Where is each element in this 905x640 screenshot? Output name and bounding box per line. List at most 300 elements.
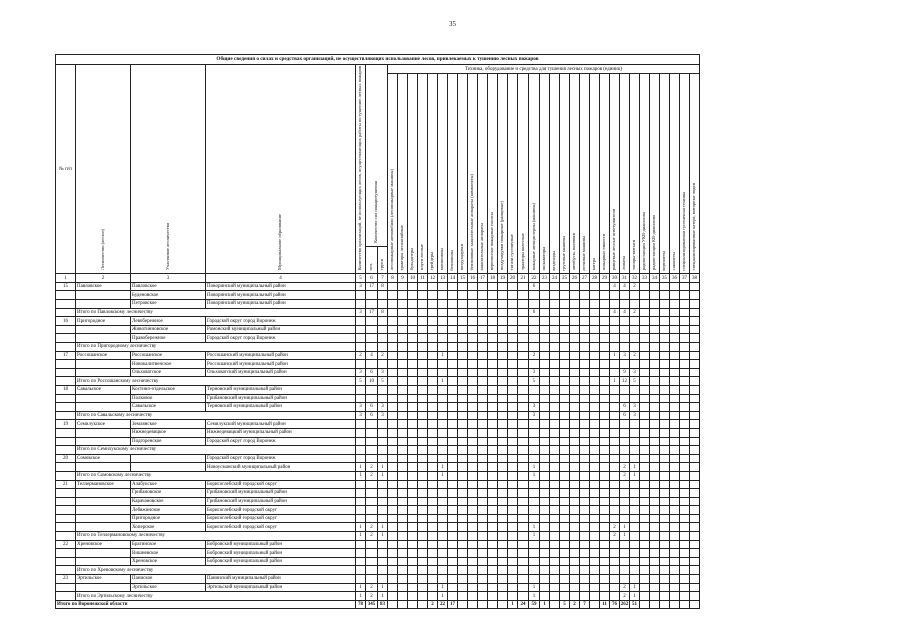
value-col-28 <box>590 506 600 515</box>
value-col-13 <box>438 480 448 489</box>
value-col-7 <box>378 557 388 566</box>
value-col-18 <box>488 540 498 549</box>
value-col-23 <box>540 557 550 566</box>
value-col-18 <box>488 291 498 300</box>
value-col-14 <box>448 446 458 455</box>
value-col-17 <box>478 360 488 369</box>
header-equipment-1 <box>388 74 398 274</box>
value-col-17 <box>478 437 488 446</box>
value-col-16 <box>468 325 478 334</box>
value-col-22 <box>529 454 540 463</box>
value-col-14 <box>448 394 458 403</box>
value-col-12 <box>428 377 438 386</box>
value-col-11 <box>418 377 428 386</box>
value-col-28 <box>590 549 600 558</box>
value-col-11 <box>418 592 428 601</box>
header-equipment-27-label: радиостанции КВ-диапазона <box>651 215 657 271</box>
value-col-32: 2 <box>630 308 640 317</box>
value-col-38 <box>690 489 700 498</box>
value-col-38 <box>690 575 700 584</box>
value-col-14 <box>448 300 458 309</box>
value-col-38 <box>690 463 700 472</box>
value-col-8 <box>388 532 398 541</box>
header-personnel-groups <box>378 247 388 274</box>
value-col-38 <box>690 300 700 309</box>
value-col-20 <box>508 523 518 532</box>
value-col-14 <box>448 566 458 575</box>
value-col-7 <box>378 497 388 506</box>
header-equipment-13-label: тягачи гусеничные <box>509 234 515 271</box>
value-col-14 <box>448 403 458 412</box>
value-col-17 <box>478 403 488 412</box>
total-col-14: 17 <box>448 600 458 609</box>
value-col-22 <box>529 480 540 489</box>
district-name: Савальское <box>131 403 206 412</box>
value-col-33 <box>640 317 650 326</box>
value-col-33 <box>640 308 650 317</box>
value-col-24 <box>550 368 560 377</box>
table-row <box>56 317 700 326</box>
value-col-20 <box>508 549 518 558</box>
column-number: 30 <box>610 274 620 283</box>
value-col-26 <box>570 566 580 575</box>
value-col-33 <box>640 514 650 523</box>
value-col-16 <box>468 566 478 575</box>
value-col-8 <box>388 592 398 601</box>
value-col-31: 6 <box>620 411 630 420</box>
value-col-17 <box>478 325 488 334</box>
value-col-26 <box>570 317 580 326</box>
value-col-8 <box>388 566 398 575</box>
total-row <box>56 600 700 609</box>
value-col-31: 6 <box>620 403 630 412</box>
value-col-35 <box>660 437 670 446</box>
value-col-16 <box>468 463 478 472</box>
value-col-32 <box>630 325 640 334</box>
value-col-12 <box>428 540 438 549</box>
value-col-22 <box>529 575 540 584</box>
forestry-name <box>76 334 131 343</box>
value-col-12 <box>428 360 438 369</box>
value-col-31: 2 <box>620 463 630 472</box>
value-col-10 <box>408 437 418 446</box>
value-col-7: 5 <box>378 377 388 386</box>
value-col-36 <box>670 351 680 360</box>
value-col-19 <box>498 394 508 403</box>
value-col-23 <box>540 523 550 532</box>
value-col-27 <box>580 446 590 455</box>
value-col-30 <box>610 557 620 566</box>
total-col-30: 76 <box>610 600 620 609</box>
value-col-21 <box>518 334 529 343</box>
value-col-29 <box>600 343 610 352</box>
value-col-30 <box>610 446 620 455</box>
value-col-29 <box>600 489 610 498</box>
value-col-6: 6 <box>366 403 378 412</box>
value-col-6 <box>366 428 378 437</box>
value-col-27 <box>580 575 590 584</box>
value-col-12 <box>428 454 438 463</box>
value-col-15 <box>458 437 468 446</box>
value-col-15 <box>458 592 468 601</box>
value-col-22: 3 <box>529 411 540 420</box>
value-col-32 <box>630 549 640 558</box>
column-number: 24 <box>550 274 560 283</box>
value-col-6 <box>366 575 378 584</box>
value-col-22: 1 <box>529 463 540 472</box>
value-col-28 <box>590 343 600 352</box>
municipality-name: Городской округ город Воронеж <box>206 437 356 446</box>
value-col-13 <box>438 566 448 575</box>
value-col-16 <box>468 360 478 369</box>
value-col-24 <box>550 471 560 480</box>
value-col-14 <box>448 480 458 489</box>
value-col-38 <box>690 549 700 558</box>
forestry-name: Хреновское <box>76 540 131 549</box>
header-equipment-16-label: экскаваторы <box>541 246 547 271</box>
row-number <box>56 463 76 472</box>
header-personnel-people <box>366 247 378 274</box>
municipality-name: Бобровский муниципальный район <box>206 557 356 566</box>
value-col-32 <box>630 420 640 429</box>
value-col-18 <box>488 575 498 584</box>
value-col-27 <box>580 385 590 394</box>
municipality-name: Городской округ город Воронеж <box>206 317 356 326</box>
row-number <box>56 557 76 566</box>
value-col-36 <box>670 557 680 566</box>
value-col-28 <box>590 300 600 309</box>
value-col-19 <box>498 368 508 377</box>
value-col-32 <box>630 360 640 369</box>
value-col-10 <box>408 489 418 498</box>
value-col-31 <box>620 454 630 463</box>
value-col-24 <box>550 480 560 489</box>
value-col-18 <box>488 549 498 558</box>
value-col-12 <box>428 420 438 429</box>
header-equipment-24 <box>620 74 630 274</box>
value-col-8 <box>388 549 398 558</box>
row-number: 21 <box>56 480 76 489</box>
header-equipment-3 <box>408 74 418 274</box>
value-col-17 <box>478 394 488 403</box>
value-col-20 <box>508 540 518 549</box>
value-col-23 <box>540 497 550 506</box>
value-col-31 <box>620 437 630 446</box>
value-col-17 <box>478 566 488 575</box>
value-col-15 <box>458 368 468 377</box>
value-col-10 <box>408 403 418 412</box>
value-col-6 <box>366 291 378 300</box>
value-col-29 <box>600 325 610 334</box>
value-col-8 <box>388 403 398 412</box>
value-col-36 <box>670 343 680 352</box>
value-col-17 <box>478 549 488 558</box>
value-col-11 <box>418 360 428 369</box>
value-col-23 <box>540 454 550 463</box>
forestry-name <box>76 325 131 334</box>
value-col-10 <box>408 463 418 472</box>
value-col-27 <box>580 317 590 326</box>
value-col-29 <box>600 540 610 549</box>
value-col-19 <box>498 471 508 480</box>
value-col-15 <box>458 463 468 472</box>
value-col-17 <box>478 282 488 291</box>
value-col-16 <box>468 557 478 566</box>
value-col-25 <box>560 592 570 601</box>
row-number <box>56 583 76 592</box>
value-col-24 <box>550 282 560 291</box>
value-col-5 <box>356 394 366 403</box>
value-col-21 <box>518 343 529 352</box>
value-col-26 <box>570 583 580 592</box>
value-col-28 <box>590 583 600 592</box>
header-equipment-31 <box>690 74 700 274</box>
header-equipment-18 <box>560 74 570 274</box>
value-col-10 <box>408 514 418 523</box>
subtotal-label: Итого по Хреновскому лесничеству <box>76 566 356 575</box>
value-col-34 <box>650 300 660 309</box>
value-col-28 <box>590 377 600 386</box>
value-col-7 <box>378 454 388 463</box>
table-row <box>56 385 700 394</box>
value-col-37 <box>680 497 690 506</box>
value-col-18 <box>488 592 498 601</box>
row-number <box>56 523 76 532</box>
value-col-37 <box>680 514 690 523</box>
value-col-13: 1 <box>438 471 448 480</box>
value-col-26 <box>570 592 580 601</box>
subtotal-label: Итого по Павловскому лесничеству <box>76 308 356 317</box>
value-col-34 <box>650 385 660 394</box>
value-col-18 <box>488 463 498 472</box>
total-col-35 <box>660 600 670 609</box>
value-col-29 <box>600 532 610 541</box>
value-col-34 <box>650 557 660 566</box>
value-col-33 <box>640 497 650 506</box>
forestry-name <box>76 497 131 506</box>
value-col-36 <box>670 437 680 446</box>
row-number <box>56 532 76 541</box>
header-org-count-label: Количество организаций, не использующих лесов, осуществляющих работы по тушению лесных пожаров <box>357 66 363 271</box>
value-col-37 <box>680 454 690 463</box>
value-col-6 <box>366 420 378 429</box>
value-col-38 <box>690 282 700 291</box>
value-col-10 <box>408 334 418 343</box>
forestry-name <box>76 360 131 369</box>
value-col-12 <box>428 334 438 343</box>
value-col-20 <box>508 454 518 463</box>
value-col-10 <box>408 291 418 300</box>
value-col-13 <box>438 532 448 541</box>
table-title: Общие сведения о силах и средствах организаций, не осуществляющих использование лесов, привлекаемых к тушению лесных пожаров <box>56 55 700 65</box>
value-col-18 <box>488 446 498 455</box>
value-col-24 <box>550 540 560 549</box>
value-col-5: 3 <box>356 368 366 377</box>
value-col-16 <box>468 506 478 515</box>
value-col-16 <box>468 428 478 437</box>
header-equipment-4 <box>418 74 428 274</box>
value-col-15 <box>458 308 468 317</box>
value-col-35 <box>660 368 670 377</box>
value-col-29 <box>600 592 610 601</box>
value-col-24 <box>550 411 560 420</box>
value-col-34 <box>650 532 660 541</box>
value-col-22 <box>529 514 540 523</box>
row-number <box>56 437 76 446</box>
value-col-12 <box>428 403 438 412</box>
value-col-35 <box>660 583 670 592</box>
value-col-26 <box>570 540 580 549</box>
value-col-28 <box>590 308 600 317</box>
value-col-30 <box>610 394 620 403</box>
table-row <box>56 437 700 446</box>
value-col-37 <box>680 411 690 420</box>
value-col-25 <box>560 334 570 343</box>
value-col-10 <box>408 454 418 463</box>
value-col-15 <box>458 514 468 523</box>
value-col-11 <box>418 308 428 317</box>
value-col-36 <box>670 385 680 394</box>
value-col-24 <box>550 308 560 317</box>
value-col-11 <box>418 497 428 506</box>
row-number <box>56 411 76 420</box>
value-col-12 <box>428 325 438 334</box>
value-col-7: 3 <box>378 403 388 412</box>
row-number <box>56 403 76 412</box>
value-col-38 <box>690 583 700 592</box>
district-name: Ольховатское <box>131 368 206 377</box>
district-name: Новокалитвенское <box>131 360 206 369</box>
value-col-12 <box>428 317 438 326</box>
value-col-12 <box>428 394 438 403</box>
value-col-23 <box>540 368 550 377</box>
table-row <box>56 583 700 592</box>
value-col-5 <box>356 437 366 446</box>
value-col-38 <box>690 523 700 532</box>
value-col-15 <box>458 471 468 480</box>
total-col-33 <box>640 600 650 609</box>
value-col-18 <box>488 471 498 480</box>
row-number <box>56 428 76 437</box>
value-col-35 <box>660 394 670 403</box>
value-col-28 <box>590 480 600 489</box>
value-col-12 <box>428 351 438 360</box>
value-col-25 <box>560 385 570 394</box>
municipality-name: Россошанский муниципальный район <box>206 360 356 369</box>
value-col-32 <box>630 385 640 394</box>
row-number <box>56 360 76 369</box>
value-col-35 <box>660 514 670 523</box>
value-col-36 <box>670 403 680 412</box>
value-col-11 <box>418 506 428 515</box>
municipality-name: Семилукский муниципальный район <box>206 420 356 429</box>
column-number: 33 <box>640 274 650 283</box>
value-col-11 <box>418 334 428 343</box>
value-col-10 <box>408 557 418 566</box>
district-name: Хоперское <box>131 523 206 532</box>
value-col-18 <box>488 368 498 377</box>
value-col-37 <box>680 282 690 291</box>
value-col-32 <box>630 394 640 403</box>
value-col-28 <box>590 437 600 446</box>
value-col-24 <box>550 334 560 343</box>
value-col-11 <box>418 428 428 437</box>
value-col-9 <box>398 523 408 532</box>
value-col-8 <box>388 360 398 369</box>
value-col-22: 1 <box>529 532 540 541</box>
value-col-7 <box>378 437 388 446</box>
header-equipment-8 <box>458 74 468 274</box>
value-col-26 <box>570 343 580 352</box>
municipality-name: Новоусманский муниципальный район <box>206 463 356 472</box>
district-name: Хреновское <box>131 557 206 566</box>
value-col-24 <box>550 506 560 515</box>
value-col-16 <box>468 282 478 291</box>
value-col-32 <box>630 532 640 541</box>
value-col-9 <box>398 566 408 575</box>
value-col-34 <box>650 394 660 403</box>
header-equipment-7 <box>448 74 458 274</box>
value-col-12 <box>428 532 438 541</box>
value-col-26 <box>570 403 580 412</box>
value-col-11 <box>418 446 428 455</box>
value-col-5: 1 <box>356 583 366 592</box>
value-col-25 <box>560 394 570 403</box>
value-col-36 <box>670 471 680 480</box>
value-col-23 <box>540 583 550 592</box>
value-col-6: 17 <box>366 282 378 291</box>
value-col-28 <box>590 394 600 403</box>
value-col-25 <box>560 437 570 446</box>
municipality-name: Борисоглебский городской округ <box>206 514 356 523</box>
value-col-33 <box>640 291 650 300</box>
value-col-20 <box>508 428 518 437</box>
value-col-22 <box>529 334 540 343</box>
value-col-5 <box>356 489 366 498</box>
subtotal-row <box>56 566 700 575</box>
value-col-28 <box>590 428 600 437</box>
value-col-32 <box>630 343 640 352</box>
value-col-21 <box>518 411 529 420</box>
value-col-25 <box>560 540 570 549</box>
value-col-33 <box>640 368 650 377</box>
header-equipment-5 <box>428 74 438 274</box>
value-col-25 <box>560 360 570 369</box>
value-col-30 <box>610 463 620 472</box>
value-col-17 <box>478 540 488 549</box>
value-col-34 <box>650 428 660 437</box>
district-name: Костино-отдельское <box>131 385 206 394</box>
value-col-15 <box>458 394 468 403</box>
subtotal-row <box>56 592 700 601</box>
table-row <box>56 300 700 309</box>
value-col-8 <box>388 308 398 317</box>
value-col-36 <box>670 428 680 437</box>
value-col-38 <box>690 514 700 523</box>
value-col-38 <box>690 506 700 515</box>
row-number <box>56 394 76 403</box>
value-col-29 <box>600 420 610 429</box>
forces-table <box>55 54 700 609</box>
value-col-22 <box>529 325 540 334</box>
value-col-19 <box>498 411 508 420</box>
value-col-31: 1 <box>620 532 630 541</box>
value-col-35 <box>660 377 670 386</box>
value-col-34 <box>650 549 660 558</box>
value-col-24 <box>550 575 560 584</box>
table-row <box>56 454 700 463</box>
value-col-8 <box>388 291 398 300</box>
